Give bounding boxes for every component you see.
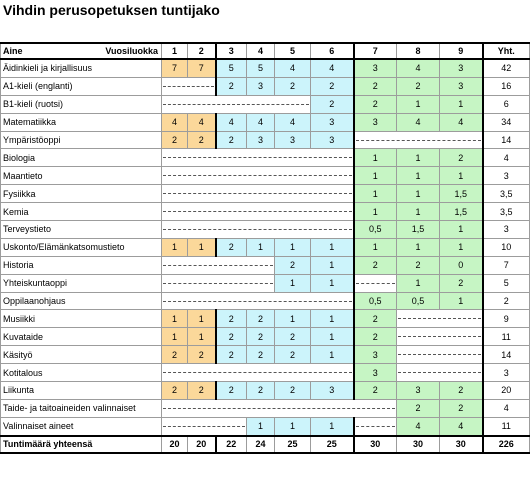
hours-cell-grade-8[interactable]: 4 (397, 59, 440, 77)
hours-cell-grade-6[interactable]: 2 (311, 95, 354, 113)
subject-name-cell[interactable]: B1-kieli (ruotsi) (1, 95, 162, 113)
hours-cell-grade-5[interactable]: 1 (275, 417, 311, 435)
table-row (1, 292, 530, 310)
empty-span-cell[interactable] (354, 131, 483, 149)
subject-name-cell[interactable]: Terveystieto (1, 221, 162, 239)
table-row (1, 185, 530, 203)
dashed-line (163, 211, 352, 212)
hours-cell-grade-3[interactable]: 4 (216, 113, 247, 131)
dashed-line (163, 408, 395, 409)
hours-cell-grade-7[interactable]: 0,5 (354, 292, 397, 310)
dashed-line (163, 372, 352, 373)
table-row (1, 346, 530, 364)
table-row (1, 59, 530, 77)
subject-name-cell[interactable]: Historia (1, 256, 162, 274)
hours-cell-grade-7[interactable]: 2 (354, 310, 397, 328)
subject-name-cell[interactable]: Matematiikka (1, 113, 162, 131)
subject-name-cell[interactable]: Fysiikka (1, 185, 162, 203)
dashed-line (163, 265, 273, 266)
empty-span-cell[interactable] (162, 77, 216, 95)
subject-name-cell[interactable]: Kuvataide (1, 328, 162, 346)
hours-cell-grade-8[interactable]: 0,5 (397, 292, 440, 310)
hours-cell-grade-8[interactable]: 1 (397, 95, 440, 113)
hours-cell-grade-9[interactable]: 1 (440, 95, 483, 113)
row-total-cell[interactable]: 10 (483, 238, 530, 256)
dashed-line (163, 283, 273, 284)
dashed-line (398, 318, 481, 319)
row-total-cell[interactable]: 3 (483, 221, 530, 239)
table-row (1, 417, 530, 435)
hours-cell-grade-6[interactable]: 4 (311, 59, 354, 77)
table-row (1, 131, 530, 149)
header-subject-cell[interactable] (1, 43, 162, 59)
subject-name-cell[interactable]: Musiikki (1, 310, 162, 328)
header-grade-5[interactable]: 5 (275, 43, 311, 59)
dashed-line (398, 336, 481, 337)
row-total-cell[interactable]: 11 (483, 417, 530, 435)
dashed-line (163, 426, 245, 427)
header-grade-6[interactable]: 6 (311, 43, 354, 59)
hours-cell-grade-4[interactable]: 2 (247, 310, 275, 328)
total-cell-grade-5[interactable]: 25 (275, 436, 311, 453)
hours-cell-grade-3[interactable]: 2 (216, 382, 247, 400)
hours-cell-grade-8[interactable]: 1 (397, 185, 440, 203)
hours-cell-grade-2[interactable]: 2 (188, 382, 216, 400)
hours-cell-grade-5[interactable]: 4 (275, 59, 311, 77)
empty-span-cell[interactable] (162, 399, 397, 417)
header-grade-4[interactable]: 4 (247, 43, 275, 59)
hours-cell-grade-4[interactable]: 5 (247, 59, 275, 77)
hours-cell-grade-1[interactable]: 2 (162, 382, 188, 400)
hours-cell-grade-5[interactable]: 3 (275, 131, 311, 149)
total-cell-grade-3[interactable]: 22 (216, 436, 247, 453)
hours-cell-grade-9[interactable]: 1 (440, 221, 483, 239)
hours-cell-grade-6[interactable]: 1 (311, 238, 354, 256)
hours-cell-grade-5[interactable]: 1 (275, 310, 311, 328)
table-row (1, 238, 530, 256)
hours-cell-grade-8[interactable]: 1 (397, 167, 440, 185)
empty-span-cell[interactable] (162, 95, 311, 113)
row-total-cell[interactable]: 20 (483, 382, 530, 400)
subject-name-cell[interactable]: Taide- ja taitoaineiden valinnaiset (1, 399, 162, 417)
hours-cell-grade-9[interactable]: 0 (440, 256, 483, 274)
hours-cell-grade-7[interactable]: 1 (354, 238, 397, 256)
hours-cell-grade-7[interactable]: 1 (354, 203, 397, 221)
empty-span-cell[interactable] (162, 167, 354, 185)
dashed-line (163, 86, 214, 87)
subject-name-cell[interactable]: Käsityö (1, 346, 162, 364)
empty-span-cell[interactable] (162, 149, 354, 167)
hours-cell-grade-1[interactable]: 2 (162, 346, 188, 364)
table-row (1, 113, 530, 131)
hours-cell-grade-9[interactable]: 3 (440, 59, 483, 77)
hours-cell-grade-8[interactable]: 1 (397, 274, 440, 292)
empty-span-cell[interactable] (397, 346, 483, 364)
hours-cell-grade-5[interactable]: 2 (275, 256, 311, 274)
hours-cell-grade-3[interactable]: 2 (216, 131, 247, 149)
hours-cell-grade-7[interactable]: 3 (354, 346, 397, 364)
empty-span-cell[interactable] (162, 203, 354, 221)
empty-span-cell[interactable] (162, 256, 275, 274)
hours-cell-grade-7[interactable]: 2 (354, 77, 397, 95)
table-row (1, 167, 530, 185)
dashed-line (163, 193, 352, 194)
hours-cell-grade-1[interactable]: 2 (162, 131, 188, 149)
header-row (1, 43, 530, 59)
hours-cell-grade-7[interactable]: 0,5 (354, 221, 397, 239)
subject-name-cell[interactable]: Maantieto (1, 167, 162, 185)
table-row (1, 256, 530, 274)
hours-cell-grade-1[interactable]: 4 (162, 113, 188, 131)
empty-span-cell[interactable] (397, 310, 483, 328)
hours-cell-grade-2[interactable]: 1 (188, 310, 216, 328)
dashed-line (163, 229, 352, 230)
subject-name-cell[interactable]: Liikunta (1, 382, 162, 400)
header-grade-1[interactable]: 1 (162, 43, 188, 59)
row-total-cell[interactable]: 6 (483, 95, 530, 113)
hours-cell-grade-4[interactable]: 2 (247, 328, 275, 346)
dashed-line (163, 104, 309, 105)
hours-cell-grade-9[interactable]: 4 (440, 417, 483, 435)
hours-cell-grade-7[interactable]: 2 (354, 95, 397, 113)
row-total-cell[interactable]: 4 (483, 399, 530, 417)
subject-name-cell[interactable]: Uskonto/Elämänkatsomustieto (1, 238, 162, 256)
table-row (1, 203, 530, 221)
header-grade-label: Vuosiluokka (105, 46, 158, 56)
table-row (1, 77, 530, 95)
hours-cell-grade-9[interactable]: 3 (440, 77, 483, 95)
hours-cell-grade-4[interactable]: 1 (247, 417, 275, 435)
hours-cell-grade-5[interactable]: 2 (275, 328, 311, 346)
hours-cell-grade-1[interactable]: 1 (162, 310, 188, 328)
row-total-cell[interactable]: 42 (483, 59, 530, 77)
hours-cell-grade-8[interactable]: 1 (397, 149, 440, 167)
subject-name-cell[interactable]: Ympäristöoppi (1, 131, 162, 149)
table-row (1, 328, 530, 346)
row-total-cell[interactable]: 3 (483, 364, 530, 382)
hours-cell-grade-7[interactable]: 2 (354, 256, 397, 274)
hours-cell-grade-4[interactable]: 4 (247, 113, 275, 131)
subject-name-cell[interactable]: Äidinkieli ja kirjallisuus (1, 59, 162, 77)
total-cell-grade-9[interactable]: 30 (440, 436, 483, 453)
table-row (1, 149, 530, 167)
dashed-line (163, 175, 352, 176)
row-total-cell[interactable]: 14 (483, 346, 530, 364)
header-grade-7[interactable]: 7 (354, 43, 397, 59)
hours-cell-grade-7[interactable]: 3 (354, 59, 397, 77)
hours-cell-grade-4[interactable]: 1 (247, 238, 275, 256)
empty-span-cell[interactable] (162, 417, 247, 435)
hours-cell-grade-5[interactable]: 1 (275, 274, 311, 292)
hours-cell-grade-2[interactable]: 2 (188, 131, 216, 149)
empty-span-cell[interactable] (162, 274, 275, 292)
hours-cell-grade-6[interactable]: 1 (311, 346, 354, 364)
hours-cell-grade-9[interactable]: 1 (440, 238, 483, 256)
row-total-cell[interactable]: 4 (483, 149, 530, 167)
hours-cell-grade-9[interactable]: 1,5 (440, 185, 483, 203)
row-total-cell[interactable]: 5 (483, 274, 530, 292)
subject-name-cell[interactable]: Kemia (1, 203, 162, 221)
hours-cell-grade-3[interactable]: 2 (216, 77, 247, 95)
hours-cell-grade-4[interactable]: 2 (247, 346, 275, 364)
hours-cell-grade-5[interactable]: 2 (275, 346, 311, 364)
hours-cell-grade-2[interactable]: 1 (188, 328, 216, 346)
hours-cell-grade-4[interactable]: 3 (247, 131, 275, 149)
hours-cell-grade-3[interactable]: 5 (216, 59, 247, 77)
hours-cell-grade-6[interactable]: 3 (311, 131, 354, 149)
hours-cell-grade-4[interactable]: 3 (247, 77, 275, 95)
hours-cell-grade-5[interactable]: 2 (275, 382, 311, 400)
hours-cell-grade-4[interactable]: 2 (247, 382, 275, 400)
row-total-cell[interactable]: 3,5 (483, 203, 530, 221)
empty-span-cell[interactable] (397, 328, 483, 346)
hours-cell-grade-7[interactable]: 1 (354, 149, 397, 167)
hours-cell-grade-8[interactable]: 2 (397, 77, 440, 95)
hours-cell-grade-9[interactable]: 2 (440, 382, 483, 400)
hours-cell-grade-8[interactable]: 2 (397, 256, 440, 274)
total-cell-grade-8[interactable]: 30 (397, 436, 440, 453)
empty-span-cell[interactable] (162, 364, 354, 382)
hours-cell-grade-7[interactable]: 1 (354, 167, 397, 185)
hours-cell-grade-3[interactable]: 2 (216, 346, 247, 364)
grand-total-cell[interactable]: 226 (483, 436, 530, 453)
hours-cell-grade-2[interactable]: 2 (188, 346, 216, 364)
subject-name-cell[interactable]: Yhteiskuntaoppi (1, 274, 162, 292)
table-row (1, 399, 530, 417)
hours-cell-grade-3[interactable]: 2 (216, 238, 247, 256)
hours-cell-grade-8[interactable]: 2 (397, 399, 440, 417)
hours-cell-grade-7[interactable]: 3 (354, 364, 397, 382)
table-row (1, 221, 530, 239)
row-total-cell[interactable]: 7 (483, 256, 530, 274)
curriculum-table (0, 42, 530, 454)
dashed-line (398, 372, 481, 373)
total-cell-grade-7[interactable]: 30 (354, 436, 397, 453)
hours-cell-grade-3[interactable]: 2 (216, 310, 247, 328)
page-title: Vihdin perusopetuksen tuntijako (3, 2, 220, 18)
hours-cell-grade-5[interactable]: 2 (275, 77, 311, 95)
table-row (1, 364, 530, 382)
subject-name-cell[interactable]: Oppilaanohjaus (1, 292, 162, 310)
hours-cell-grade-8[interactable]: 3 (397, 382, 440, 400)
header-grade-8[interactable]: 8 (397, 43, 440, 59)
hours-cell-grade-6[interactable]: 3 (311, 382, 354, 400)
dashed-line (163, 157, 352, 158)
hours-cell-grade-6[interactable]: 3 (311, 113, 354, 131)
header-grade-2[interactable]: 2 (188, 43, 216, 59)
hours-cell-grade-8[interactable]: 1 (397, 203, 440, 221)
dashed-line (398, 354, 481, 355)
subject-name-cell[interactable]: A1-kieli (englanti) (1, 77, 162, 95)
hours-cell-grade-9[interactable]: 1 (440, 167, 483, 185)
table-row (1, 382, 530, 400)
hours-cell-grade-7[interactable]: 3 (354, 113, 397, 131)
total-cell-grade-6[interactable]: 25 (311, 436, 354, 453)
empty-span-cell[interactable] (397, 364, 483, 382)
hours-cell-grade-9[interactable]: 1,5 (440, 203, 483, 221)
hours-cell-grade-1[interactable]: 1 (162, 238, 188, 256)
hours-cell-grade-6[interactable]: 1 (311, 328, 354, 346)
hours-cell-grade-1[interactable]: 1 (162, 328, 188, 346)
hours-cell-grade-5[interactable]: 4 (275, 113, 311, 131)
hours-cell-grade-8[interactable]: 4 (397, 113, 440, 131)
dashed-line (163, 301, 352, 302)
hours-cell-grade-6[interactable]: 1 (311, 310, 354, 328)
row-total-cell[interactable]: 3 (483, 167, 530, 185)
hours-cell-grade-8[interactable]: 1,5 (397, 221, 440, 239)
hours-cell-grade-2[interactable]: 1 (188, 238, 216, 256)
total-cell-grade-1[interactable]: 20 (162, 436, 188, 453)
empty-span-cell[interactable] (162, 292, 354, 310)
hours-cell-grade-8[interactable]: 4 (397, 417, 440, 435)
table-row (1, 274, 530, 292)
empty-span-cell[interactable] (162, 221, 354, 239)
totals-label-cell[interactable]: Tuntimäärä yhteensä (1, 436, 162, 453)
hours-cell-grade-9[interactable]: 4 (440, 113, 483, 131)
subject-name-cell[interactable]: Valinnaiset aineet (1, 417, 162, 435)
row-total-cell[interactable]: 3,5 (483, 185, 530, 203)
hours-cell-grade-5[interactable]: 1 (275, 238, 311, 256)
row-total-cell[interactable]: 9 (483, 310, 530, 328)
dashed-line (356, 283, 396, 284)
hours-cell-grade-8[interactable]: 1 (397, 238, 440, 256)
hours-cell-grade-6[interactable]: 2 (311, 77, 354, 95)
totals-row (1, 436, 530, 453)
header-grade-3[interactable]: 3 (216, 43, 247, 59)
subject-name-cell[interactable]: Biologia (1, 149, 162, 167)
row-total-cell[interactable]: 11 (483, 328, 530, 346)
hours-cell-grade-6[interactable]: 1 (311, 274, 354, 292)
hours-cell-grade-9[interactable]: 2 (440, 274, 483, 292)
header-subject-label: Aine (3, 46, 23, 56)
hours-cell-grade-7[interactable]: 2 (354, 328, 397, 346)
empty-span-cell[interactable] (354, 274, 397, 292)
row-total-cell[interactable]: 2 (483, 292, 530, 310)
empty-span-cell[interactable] (354, 417, 397, 435)
subject-name-cell[interactable]: Kotitalous (1, 364, 162, 382)
hours-cell-grade-6[interactable]: 1 (311, 256, 354, 274)
hours-cell-grade-3[interactable]: 2 (216, 328, 247, 346)
hours-cell-grade-7[interactable]: 2 (354, 382, 397, 400)
header-total[interactable]: Yht. (483, 43, 530, 59)
header-grade-9[interactable]: 9 (440, 43, 483, 59)
hours-cell-grade-9[interactable]: 2 (440, 149, 483, 167)
hours-cell-grade-7[interactable]: 1 (354, 185, 397, 203)
hours-cell-grade-1[interactable]: 7 (162, 59, 188, 77)
dashed-line (356, 140, 481, 141)
hours-cell-grade-2[interactable]: 7 (188, 59, 216, 77)
table-row (1, 310, 530, 328)
hours-cell-grade-6[interactable]: 1 (311, 417, 354, 435)
total-cell-grade-4[interactable]: 24 (247, 436, 275, 453)
total-cell-grade-2[interactable]: 20 (188, 436, 216, 453)
table-row (1, 95, 530, 113)
row-total-cell[interactable]: 14 (483, 131, 530, 149)
row-total-cell[interactable]: 34 (483, 113, 530, 131)
hours-cell-grade-9[interactable]: 2 (440, 399, 483, 417)
dashed-line (356, 426, 396, 427)
row-total-cell[interactable]: 16 (483, 77, 530, 95)
empty-span-cell[interactable] (162, 185, 354, 203)
hours-cell-grade-9[interactable]: 1 (440, 292, 483, 310)
hours-cell-grade-2[interactable]: 4 (188, 113, 216, 131)
